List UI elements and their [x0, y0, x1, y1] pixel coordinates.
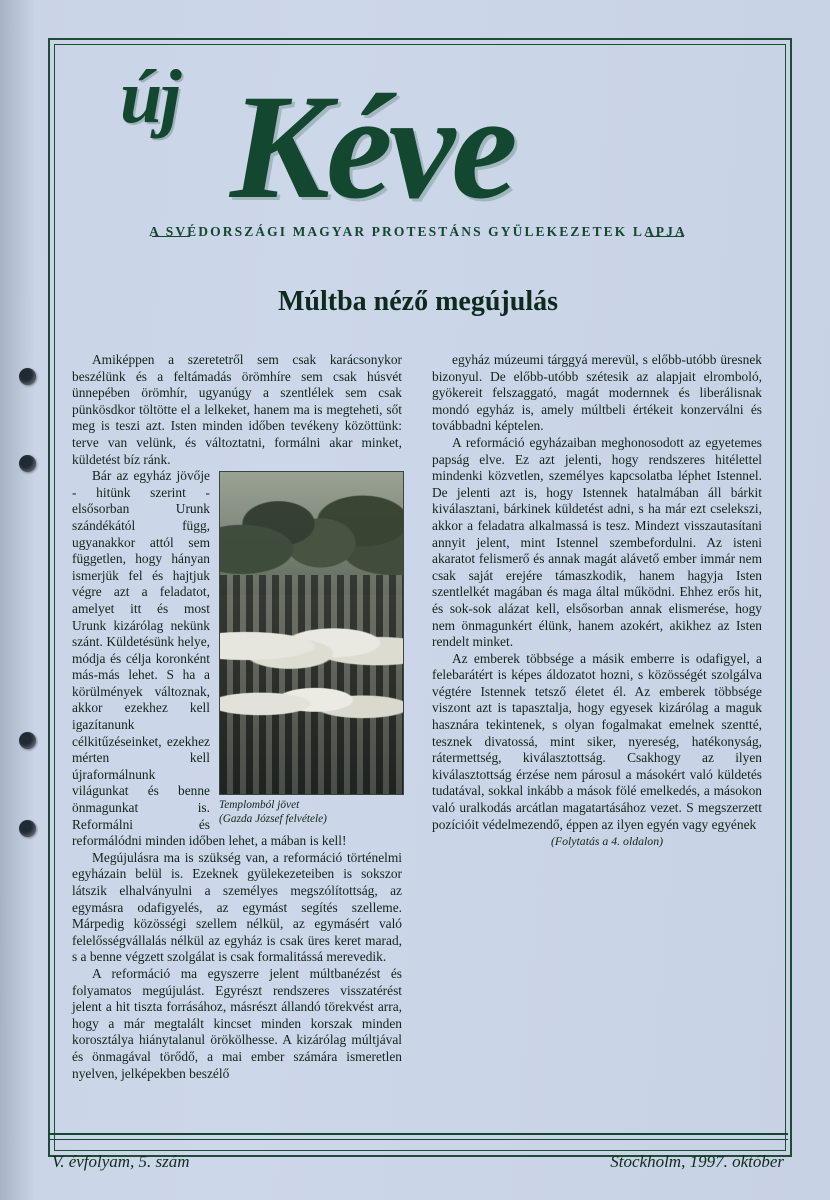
binder-hole: [19, 732, 36, 749]
binder-holes: [14, 0, 44, 1200]
article-body: [72, 352, 762, 1112]
photo-image: [219, 471, 404, 795]
paragraph: Megújulásra ma is szükség van, a reformáció történelmi egyházain belül is. Ezeknek gyülekezeteiben is sokszor látszik elhalványulni a személyes megszólítottság, az egymásra odafigyelés, az egymást segítés szelleme. Márpedig közösségi szellem nélkül, az egymásért való felelősségvállalás nélkül az egyház is csak üres keret marad, s a benne végzett szolgálat is csak formalitássá merevedik.: [72, 849, 402, 965]
photo-hats-row-2: [220, 672, 403, 730]
masthead-subtitle: A SVÉDORSZÁGI MAGYAR PROTESTÁNS GYÜLEKEZETEK LAPJA: [149, 224, 687, 239]
masthead-word-uj: új: [120, 55, 180, 139]
masthead-word-keve: Kéve: [230, 64, 514, 230]
paragraph: A reformáció ma egyszerre jelent múltbanézést és folyamatos megújulást. Egyrészt rendszeres visszatérést jelent a hit tiszta forrásához, másrészt állandó törekvést arra, hogy a már megtalált kincset minden korszak minden korosztálya hiánytalanul örökölhesse. A kizárólag múltjával és önmagával törődő, a mai ember számára ismeretlen nyelven, jelképekben beszélő: [72, 965, 402, 1081]
masthead: [60, 46, 776, 251]
paragraph: Az emberek többsége a másik emberre is odafigyel, a felebarátért is képes áldozatot hozni, s közösségét szolgálva végtére Istennek tetsző életet él. Az emberek többsége viszont azt is tapasztalja, hogy egyesek kizárólag a maguk hasznára tekintenek, s olyan fogalmakat emelnek szentté, tesznek divatossá, mint siker, nyereség, hatékonyság, rátermettség, kiválasztottság. Csakhogy az ilyen kiválasztottság érzése nem párosul a másokért való küldetés tudatával, sokkal inkább a mások fölé emelkedés, a másokon való uralkodás arcátlan magatartásához vezet. S megszerzett pozícióit védelmezendő, éppen az ilyen egyén vagy egyének: [432, 650, 762, 832]
paragraph: A reformáció egyházaiban meghonosodott az egyetemes papság elve. Ez azt jelenti, hogy rendszeres hitélettel mindenki közvetlen, személyes kapcsolatba léphet Istennel. De jelenti azt is, hogy Istennek hatalmában áll bárkit kiválasztani, bárkinek küldetést adni, s ha már ezt cselekszi, akkor a feladatra alkalmassá is tesz. Mindezt visszautasítani annyit jelent, mint Istennel szembefordulni. Az isteni akaratot felismerő és annak magát alávető ember immár nem csak saját erejére támaszkodik, hanem hagyja Isten szentlelkét magában és maga által működni. Ehhez erős hit, és sok-sok alázat kell, elsősorban annak elismerése, hogy nem önmagunkért élünk, hanem azokért, akikhez az Isten rendelt minket.: [432, 434, 762, 650]
continuation-note: (Folytatás a 4. oldalon): [550, 834, 664, 849]
paragraph: Bár az egyház jövője - hitünk szerint - elsősorban Urunk szándékától függ, ugyanakkor attól sem független, hogy hányan ismerjük fel és hajtjuk végre azt a feladatot, amelyet itt és most Urunk kizárólag nekünk szánt. Küldetésünk helye, módja és célja koronként más-más lehet. S ha a körülmények változnak, akkor ezekhez kell igazítanunk célkitűzéseinket, ezekhez mérten kell újraformálnunk világunkat és benne önmagunkat is. Reformálni és reformálódni minden időben lehet, a mában is kell!: [72, 468, 347, 849]
column-left: [72, 352, 402, 1082]
photo-caption: [219, 799, 402, 826]
page-footer: [48, 1152, 788, 1182]
footer-issue: V. évfolyam, 5. szám: [52, 1152, 190, 1171]
binder-hole: [19, 455, 36, 472]
photo-caption-credit: (Gazda József felvétele): [219, 812, 327, 825]
photo-hats-row-1: [220, 614, 403, 678]
footer-rule-thin: [48, 1139, 788, 1140]
paragraph: egyház múzeumi tárggyá merevül, s előbb-utóbb üresnek bizonyul. De előbb-utóbb szétesik az alapjait elromboló, gyökereit felszaggató, magát modernnek és liberálisnak mondó egyház is, amely múltbeli értékeit konzerválni és továbbadni képtelen.: [432, 352, 762, 434]
article-headline: Múltba néző megújulás: [278, 286, 558, 317]
binder-hole: [19, 820, 36, 837]
article-photo-figure: [219, 471, 402, 826]
footer-rule-thick: [48, 1133, 788, 1135]
photo-caption-title: Templomból jövet: [219, 799, 300, 812]
binder-hole: [19, 368, 36, 385]
footer-place-date: Stockholm, 1997. október: [610, 1152, 784, 1171]
paragraph: Amiképpen a szeretetről sem csak karácsonykor beszélünk és a feltámadás örömhíre sem csak húsvét ünnepében örömhír, ugyanúgy a szentlélek sem csak pünkösdkor töltötte el a lelkeket, hanem ma is megteheti, sőt meg is teszi azt. Isten minden időben tevékeny közöttünk: terve van velünk, és változtatni, formálni akar minket, küldetést bíz ránk.: [72, 352, 402, 467]
column-right: [432, 352, 762, 850]
